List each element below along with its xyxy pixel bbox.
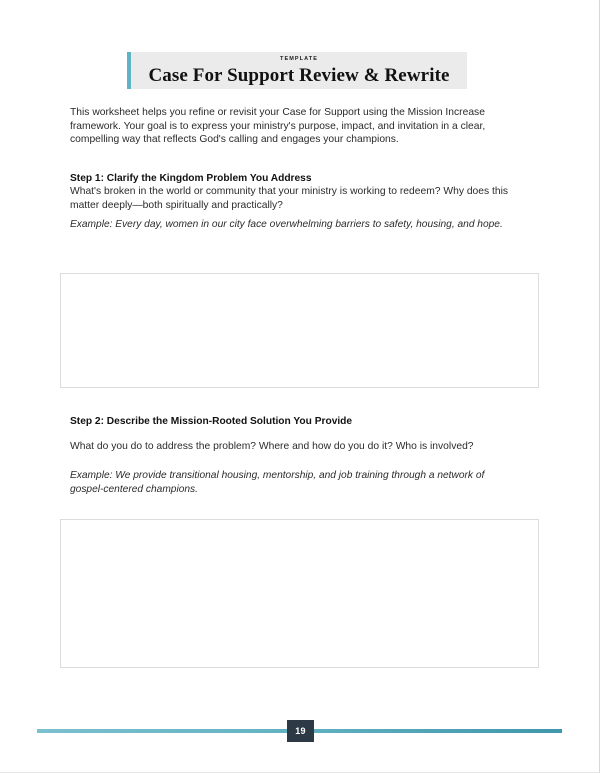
- header-text-group: [131, 52, 467, 89]
- step-1-heading: Step 1: Clarify the Kingdom Problem You Address: [70, 173, 312, 184]
- step-1-example: Example: Every day, women in our city face overwhelming barriers to safety, housing, and hope.: [70, 219, 503, 230]
- step-2-prompt: What do you do to address the problem? Where and how do you do it? Who is involved?: [70, 441, 474, 452]
- step-2-example: Example: We provide transitional housing, mentorship, and job training through a network of gospel-centered champions.: [70, 470, 485, 495]
- document-header-banner: [127, 52, 467, 89]
- intro-paragraph: This worksheet helps you refine or revisit your Case for Support using the Mission Increase framework. Your goal is to express your ministry's purpose, impact, and invitation in a clear, compelling way that reflects God's calling and engages your champions.: [70, 107, 486, 145]
- worksheet-content: [70, 106, 509, 495]
- step-1-prompt: What's broken in the world or community that your ministry is working to redeem? Why does this matter deeply—both spiritually and practically?: [70, 186, 509, 211]
- step-2-heading: Step 2: Describe the Mission-Rooted Solution You Provide: [70, 416, 353, 427]
- template-eyebrow-label: TEMPLATE: [279, 56, 319, 62]
- step-1-answer-field[interactable]: [60, 273, 539, 388]
- step-2-answer-field[interactable]: [60, 519, 539, 668]
- page-number-badge: 19: [287, 720, 314, 742]
- page-title: Case For Support Review & Rewrite: [148, 64, 450, 86]
